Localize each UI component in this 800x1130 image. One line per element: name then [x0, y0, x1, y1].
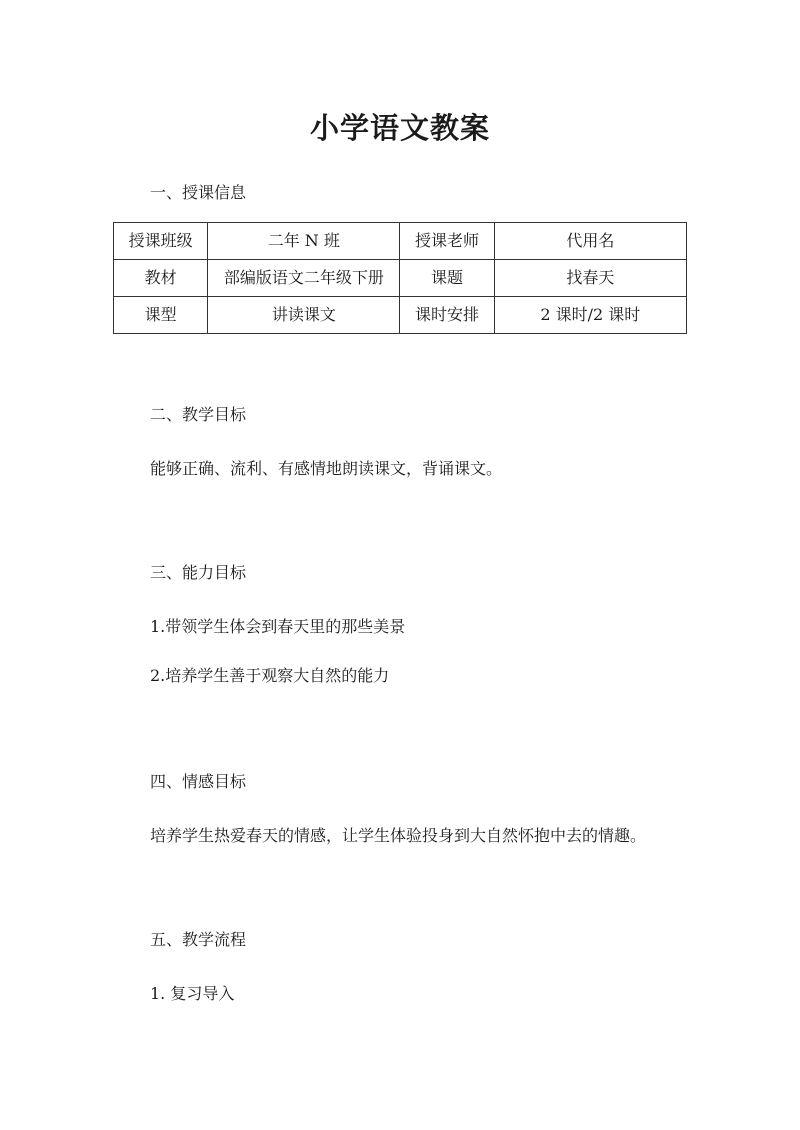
- table-cell-value: 二年 N 班: [208, 223, 400, 260]
- teaching-goals-text: 能够正确、流利、有感情地朗读课文，背诵课文。: [150, 459, 503, 478]
- section-heading-emotional-goals: 四、情感目标: [150, 772, 247, 791]
- emotional-goals-text: 培养学生热爱春天的情感，让学生体验投身到大自然怀抱中去的情趣。: [150, 826, 647, 845]
- section-heading-teaching-process: 五、教学流程: [150, 930, 247, 949]
- teaching-info-table: [113, 222, 687, 334]
- section-heading-teaching-info: 一、授课信息: [150, 183, 247, 202]
- table-cell-label: 授课班级: [114, 223, 208, 260]
- table-cell-label: 教材: [114, 260, 208, 297]
- table-cell-label: 课时安排: [400, 297, 494, 334]
- table-cell-label: 课题: [400, 260, 494, 297]
- table-cell-value: 讲读课文: [208, 297, 400, 334]
- table-cell-value: 2 课时/2 课时: [494, 297, 686, 334]
- section-heading-teaching-goals: 二、教学目标: [150, 405, 247, 424]
- table-row: [114, 223, 687, 260]
- table-cell-value: 部编版语文二年级下册: [208, 260, 400, 297]
- ability-goal-item-1: 1.带领学生体会到春天里的那些美景: [150, 617, 406, 636]
- table-cell-value: 代用名: [494, 223, 686, 260]
- table-row: [114, 297, 687, 334]
- table-cell-label: 授课老师: [400, 223, 494, 260]
- table-row: [114, 260, 687, 297]
- table-cell-value: 找春天: [494, 260, 686, 297]
- table-cell-label: 课型: [114, 297, 208, 334]
- teaching-process-item-1: 1. 复习导入: [150, 984, 235, 1003]
- ability-goal-item-2: 2.培养学生善于观察大自然的能力: [150, 666, 390, 685]
- document-title: 小学语文教案: [309, 111, 490, 145]
- section-heading-ability-goals: 三、能力目标: [150, 563, 247, 582]
